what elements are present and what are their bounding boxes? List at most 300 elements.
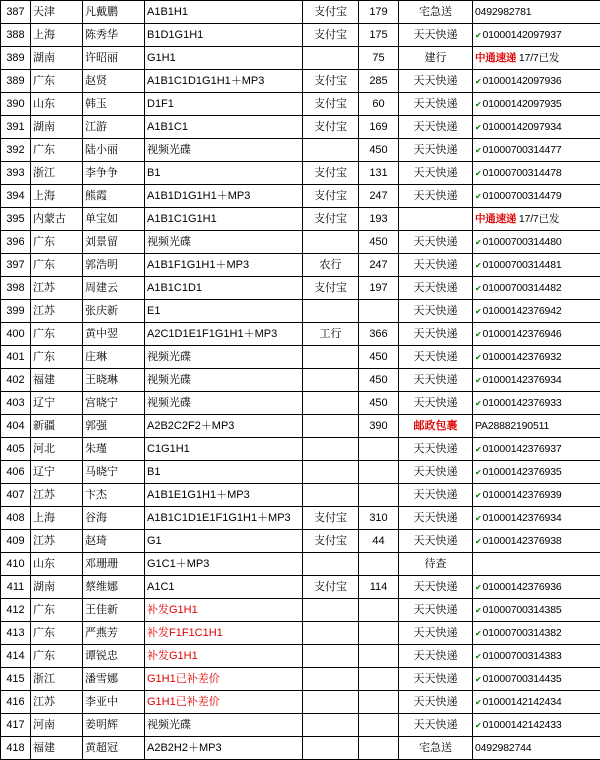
- cell-id[interactable]: 408: [1, 507, 31, 530]
- cell-id[interactable]: 414: [1, 645, 31, 668]
- cell-payment[interactable]: [303, 415, 359, 438]
- cell-id[interactable]: 403: [1, 392, 31, 415]
- cell-item[interactable]: A1B1C1D1E1F1G1H1＋MP3: [145, 507, 303, 530]
- cell-name[interactable]: 陈秀华: [83, 24, 145, 47]
- table-row[interactable]: [1, 691, 600, 714]
- table-row[interactable]: [1, 47, 600, 70]
- cell-province[interactable]: 广东: [31, 622, 83, 645]
- cell-id[interactable]: 397: [1, 254, 31, 277]
- table-row[interactable]: [1, 484, 600, 507]
- cell-tracking[interactable]: [473, 438, 600, 461]
- cell-id[interactable]: 405: [1, 438, 31, 461]
- tracking-number: 01000700314480: [483, 236, 562, 248]
- cell-province[interactable]: 湖南: [31, 47, 83, 70]
- cell-tracking[interactable]: [473, 369, 600, 392]
- cell-province[interactable]: 内蒙古: [31, 208, 83, 231]
- cell-province[interactable]: 江苏: [31, 530, 83, 553]
- table-row[interactable]: [1, 507, 600, 530]
- table-row[interactable]: [1, 116, 600, 139]
- cell-item[interactable]: 视频光碟: [145, 231, 303, 254]
- cell-province[interactable]: 湖南: [31, 576, 83, 599]
- cell-shipping[interactable]: 天天快递: [399, 392, 473, 415]
- cell-province[interactable]: 山东: [31, 553, 83, 576]
- cell-item[interactable]: A1B1C1D1G1H1＋MP3: [145, 70, 303, 93]
- cell-item[interactable]: A1C1: [145, 576, 303, 599]
- cell-item[interactable]: B1: [145, 461, 303, 484]
- cell-tracking[interactable]: [473, 507, 600, 530]
- cell-tracking[interactable]: [473, 93, 600, 116]
- cell-id[interactable]: 409: [1, 530, 31, 553]
- cell-province[interactable]: 福建: [31, 737, 83, 760]
- cell-name[interactable]: 赵琦: [83, 530, 145, 553]
- cell-name[interactable]: 郭强: [83, 415, 145, 438]
- cell-item[interactable]: 视频光碟: [145, 139, 303, 162]
- cell-amount[interactable]: [359, 300, 399, 323]
- cell-item[interactable]: A1B1E1G1H1＋MP3: [145, 484, 303, 507]
- cell-province[interactable]: 浙江: [31, 162, 83, 185]
- cell-id[interactable]: 413: [1, 622, 31, 645]
- cell-payment[interactable]: [303, 645, 359, 668]
- cell-shipping[interactable]: 天天快递: [399, 277, 473, 300]
- cell-amount[interactable]: 75: [359, 47, 399, 70]
- cell-shipping[interactable]: 宅急送: [399, 1, 473, 24]
- cell-payment[interactable]: 农行: [303, 254, 359, 277]
- cell-amount[interactable]: [359, 645, 399, 668]
- cell-id[interactable]: 412: [1, 599, 31, 622]
- cell-province[interactable]: 广东: [31, 346, 83, 369]
- cell-tracking[interactable]: [473, 323, 600, 346]
- cell-item[interactable]: 补发G1H1: [145, 645, 303, 668]
- cell-name[interactable]: 邓珊珊: [83, 553, 145, 576]
- cell-tracking[interactable]: [473, 231, 600, 254]
- cell-shipping[interactable]: 宅急送: [399, 737, 473, 760]
- cell-tracking[interactable]: [473, 415, 600, 438]
- cell-amount[interactable]: 197: [359, 277, 399, 300]
- cell-payment[interactable]: [303, 369, 359, 392]
- cell-tracking[interactable]: [473, 553, 600, 576]
- table-row[interactable]: [1, 277, 600, 300]
- cell-name[interactable]: 刘景留: [83, 231, 145, 254]
- cell-id[interactable]: 387: [1, 1, 31, 24]
- cell-id[interactable]: 404: [1, 415, 31, 438]
- cell-amount[interactable]: 193: [359, 208, 399, 231]
- table-row[interactable]: [1, 24, 600, 47]
- cell-amount[interactable]: 450: [359, 369, 399, 392]
- cell-name[interactable]: 江游: [83, 116, 145, 139]
- cell-payment[interactable]: 支付宝: [303, 162, 359, 185]
- cell-payment[interactable]: [303, 668, 359, 691]
- cell-id[interactable]: 393: [1, 162, 31, 185]
- cell-shipping[interactable]: 天天快递: [399, 139, 473, 162]
- cell-item[interactable]: G1H1: [145, 47, 303, 70]
- cell-id[interactable]: 391: [1, 116, 31, 139]
- cell-province[interactable]: 广东: [31, 70, 83, 93]
- cell-item[interactable]: A2C1D1E1F1G1H1＋MP3: [145, 323, 303, 346]
- cell-payment[interactable]: [303, 714, 359, 737]
- cell-province[interactable]: 河南: [31, 714, 83, 737]
- cell-amount[interactable]: [359, 668, 399, 691]
- cell-shipping[interactable]: 天天快递: [399, 162, 473, 185]
- cell-payment[interactable]: [303, 231, 359, 254]
- table-row[interactable]: [1, 346, 600, 369]
- table-row[interactable]: [1, 668, 600, 691]
- cell-item[interactable]: G1C1＋MP3: [145, 553, 303, 576]
- cell-payment[interactable]: 支付宝: [303, 70, 359, 93]
- cell-amount[interactable]: [359, 553, 399, 576]
- table-row[interactable]: [1, 392, 600, 415]
- cell-shipping[interactable]: 天天快递: [399, 185, 473, 208]
- cell-amount[interactable]: 366: [359, 323, 399, 346]
- cell-payment[interactable]: 支付宝: [303, 24, 359, 47]
- table-row[interactable]: [1, 576, 600, 599]
- cell-amount[interactable]: [359, 484, 399, 507]
- cell-name[interactable]: 卞杰: [83, 484, 145, 507]
- table-row[interactable]: [1, 300, 600, 323]
- cell-item[interactable]: 视频光碟: [145, 369, 303, 392]
- cell-province[interactable]: 天津: [31, 1, 83, 24]
- cell-amount[interactable]: 114: [359, 576, 399, 599]
- table-row[interactable]: [1, 1, 600, 24]
- cell-province[interactable]: 江苏: [31, 277, 83, 300]
- cell-tracking[interactable]: [473, 162, 600, 185]
- cell-name[interactable]: 熊霞: [83, 185, 145, 208]
- cell-payment[interactable]: 支付宝: [303, 530, 359, 553]
- cell-item[interactable]: A2B2H2＋MP3: [145, 737, 303, 760]
- table-row[interactable]: [1, 714, 600, 737]
- cell-item[interactable]: G1: [145, 530, 303, 553]
- cell-name[interactable]: 张庆新: [83, 300, 145, 323]
- cell-name[interactable]: 王佳新: [83, 599, 145, 622]
- cell-item[interactable]: 视频光碟: [145, 346, 303, 369]
- cell-id[interactable]: 415: [1, 668, 31, 691]
- cell-payment[interactable]: [303, 346, 359, 369]
- cell-shipping[interactable]: 邮政包裹: [399, 415, 473, 438]
- cell-item[interactable]: 视频光碟: [145, 714, 303, 737]
- cell-shipping[interactable]: 天天快递: [399, 599, 473, 622]
- cell-tracking[interactable]: [473, 139, 600, 162]
- cell-province[interactable]: 辽宁: [31, 461, 83, 484]
- cell-id[interactable]: 388: [1, 24, 31, 47]
- cell-name[interactable]: 李亚中: [83, 691, 145, 714]
- cell-shipping[interactable]: 天天快递: [399, 714, 473, 737]
- cell-name[interactable]: 朱瑾: [83, 438, 145, 461]
- cell-province[interactable]: 广东: [31, 645, 83, 668]
- cell-shipping[interactable]: 天天快递: [399, 93, 473, 116]
- cell-item[interactable]: B1: [145, 162, 303, 185]
- cell-tracking[interactable]: [473, 668, 600, 691]
- cell-amount[interactable]: 450: [359, 346, 399, 369]
- cell-name[interactable]: 严燕芳: [83, 622, 145, 645]
- cell-province[interactable]: 新疆: [31, 415, 83, 438]
- cell-amount[interactable]: 247: [359, 254, 399, 277]
- cell-name[interactable]: 凡戴鹏: [83, 1, 145, 24]
- table-row[interactable]: [1, 737, 600, 760]
- cell-province[interactable]: 上海: [31, 185, 83, 208]
- cell-name[interactable]: 马晓宁: [83, 461, 145, 484]
- cell-tracking[interactable]: [473, 645, 600, 668]
- cell-payment[interactable]: [303, 553, 359, 576]
- cell-id[interactable]: 401: [1, 346, 31, 369]
- cell-amount[interactable]: 450: [359, 392, 399, 415]
- cell-province[interactable]: 河北: [31, 438, 83, 461]
- cell-shipping[interactable]: 天天快递: [399, 346, 473, 369]
- cell-shipping[interactable]: 待查: [399, 553, 473, 576]
- cell-name[interactable]: 周建云: [83, 277, 145, 300]
- cell-item[interactable]: A1B1C1D1: [145, 277, 303, 300]
- cell-payment[interactable]: [303, 139, 359, 162]
- cell-name[interactable]: 赵贤: [83, 70, 145, 93]
- cell-amount[interactable]: [359, 737, 399, 760]
- cell-tracking[interactable]: [473, 691, 600, 714]
- cell-shipping[interactable]: 天天快递: [399, 668, 473, 691]
- cell-name[interactable]: 庄琳: [83, 346, 145, 369]
- cell-tracking[interactable]: [473, 254, 600, 277]
- cell-name[interactable]: 谭锐忠: [83, 645, 145, 668]
- cell-tracking[interactable]: [473, 461, 600, 484]
- table-row[interactable]: [1, 645, 600, 668]
- cell-item[interactable]: C1G1H1: [145, 438, 303, 461]
- cell-province[interactable]: 广东: [31, 323, 83, 346]
- cell-province[interactable]: 广东: [31, 599, 83, 622]
- cell-shipping[interactable]: 天天快递: [399, 507, 473, 530]
- cell-name[interactable]: 潘雪娜: [83, 668, 145, 691]
- cell-shipping[interactable]: 天天快递: [399, 576, 473, 599]
- cell-shipping[interactable]: 天天快递: [399, 438, 473, 461]
- cell-item[interactable]: D1F1: [145, 93, 303, 116]
- cell-shipping[interactable]: 天天快递: [399, 369, 473, 392]
- cell-payment[interactable]: [303, 438, 359, 461]
- cell-tracking[interactable]: [473, 116, 600, 139]
- cell-tracking[interactable]: [473, 1, 600, 24]
- cell-province[interactable]: 江苏: [31, 300, 83, 323]
- cell-province[interactable]: 山东: [31, 93, 83, 116]
- table-row[interactable]: [1, 93, 600, 116]
- cell-name[interactable]: 蔡维娜: [83, 576, 145, 599]
- cell-tracking[interactable]: [473, 47, 600, 70]
- cell-item[interactable]: G1H1已补差价: [145, 691, 303, 714]
- cell-name[interactable]: 郭浩明: [83, 254, 145, 277]
- cell-id[interactable]: 417: [1, 714, 31, 737]
- cell-amount[interactable]: [359, 599, 399, 622]
- cell-id[interactable]: 411: [1, 576, 31, 599]
- cell-name[interactable]: 韩玉: [83, 93, 145, 116]
- cell-amount[interactable]: [359, 622, 399, 645]
- cell-name[interactable]: 陆小丽: [83, 139, 145, 162]
- cell-item[interactable]: B1D1G1H1: [145, 24, 303, 47]
- cell-amount[interactable]: 450: [359, 139, 399, 162]
- cell-amount[interactable]: 285: [359, 70, 399, 93]
- cell-shipping[interactable]: 天天快递: [399, 645, 473, 668]
- cell-province[interactable]: 江苏: [31, 484, 83, 507]
- cell-province[interactable]: 上海: [31, 24, 83, 47]
- table-row[interactable]: [1, 369, 600, 392]
- cell-payment[interactable]: 支付宝: [303, 185, 359, 208]
- cell-shipping[interactable]: 天天快递: [399, 484, 473, 507]
- cell-amount[interactable]: 310: [359, 507, 399, 530]
- cell-tracking[interactable]: [473, 484, 600, 507]
- cell-amount[interactable]: 131: [359, 162, 399, 185]
- cell-amount[interactable]: 60: [359, 93, 399, 116]
- cell-id[interactable]: 400: [1, 323, 31, 346]
- cell-shipping[interactable]: 天天快递: [399, 300, 473, 323]
- cell-payment[interactable]: 支付宝: [303, 507, 359, 530]
- cell-amount[interactable]: 247: [359, 185, 399, 208]
- cell-shipping[interactable]: 天天快递: [399, 70, 473, 93]
- table-row[interactable]: [1, 599, 600, 622]
- cell-shipping[interactable]: 天天快递: [399, 254, 473, 277]
- cell-tracking[interactable]: [473, 277, 600, 300]
- cell-amount[interactable]: [359, 438, 399, 461]
- cell-name[interactable]: 黄超冠: [83, 737, 145, 760]
- cell-payment[interactable]: [303, 461, 359, 484]
- cell-id[interactable]: 390: [1, 93, 31, 116]
- cell-id[interactable]: 398: [1, 277, 31, 300]
- cell-tracking[interactable]: [473, 70, 600, 93]
- cell-item[interactable]: 补发F1F1C1H1: [145, 622, 303, 645]
- cell-tracking[interactable]: [473, 300, 600, 323]
- tracking-number: 01000142376942: [483, 305, 562, 317]
- cell-item[interactable]: A1B1F1G1H1＋MP3: [145, 254, 303, 277]
- cell-id[interactable]: 399: [1, 300, 31, 323]
- cell-id[interactable]: 392: [1, 139, 31, 162]
- cell-name[interactable]: 李争争: [83, 162, 145, 185]
- cell-payment[interactable]: [303, 300, 359, 323]
- cell-name[interactable]: 宫晓宁: [83, 392, 145, 415]
- cell-province[interactable]: 广东: [31, 139, 83, 162]
- cell-id[interactable]: 416: [1, 691, 31, 714]
- cell-province[interactable]: 辽宁: [31, 392, 83, 415]
- cell-amount[interactable]: 175: [359, 24, 399, 47]
- table-row[interactable]: [1, 415, 600, 438]
- table-row[interactable]: [1, 254, 600, 277]
- cell-shipping[interactable]: 建行: [399, 47, 473, 70]
- cell-name[interactable]: 单宝如: [83, 208, 145, 231]
- cell-tracking[interactable]: [473, 737, 600, 760]
- cell-payment[interactable]: 支付宝: [303, 208, 359, 231]
- cell-name[interactable]: 姜明辉: [83, 714, 145, 737]
- cell-payment[interactable]: [303, 599, 359, 622]
- cell-amount[interactable]: [359, 691, 399, 714]
- table-row[interactable]: [1, 438, 600, 461]
- cell-tracking[interactable]: [473, 24, 600, 47]
- cell-amount[interactable]: [359, 461, 399, 484]
- cell-name[interactable]: 谷海: [83, 507, 145, 530]
- cell-shipping[interactable]: [399, 208, 473, 231]
- cell-shipping[interactable]: 天天快递: [399, 24, 473, 47]
- cell-tracking[interactable]: [473, 599, 600, 622]
- cell-payment[interactable]: 支付宝: [303, 116, 359, 139]
- verified-tick-icon: ✔: [475, 491, 482, 500]
- table-row[interactable]: [1, 185, 600, 208]
- cell-id[interactable]: 402: [1, 369, 31, 392]
- cell-payment[interactable]: 支付宝: [303, 277, 359, 300]
- cell-payment[interactable]: [303, 392, 359, 415]
- cell-province[interactable]: 浙江: [31, 668, 83, 691]
- cell-shipping[interactable]: 天天快递: [399, 622, 473, 645]
- cell-item[interactable]: A1B1C1G1H1: [145, 208, 303, 231]
- cell-amount[interactable]: 450: [359, 231, 399, 254]
- table-row[interactable]: [1, 162, 600, 185]
- cell-name[interactable]: 王晓琳: [83, 369, 145, 392]
- cell-amount[interactable]: 390: [359, 415, 399, 438]
- cell-payment[interactable]: [303, 691, 359, 714]
- cell-payment[interactable]: [303, 47, 359, 70]
- cell-tracking[interactable]: [473, 208, 600, 231]
- cell-payment[interactable]: [303, 622, 359, 645]
- cell-amount[interactable]: 169: [359, 116, 399, 139]
- table-row[interactable]: [1, 139, 600, 162]
- cell-tracking[interactable]: [473, 576, 600, 599]
- cell-shipping[interactable]: 天天快递: [399, 461, 473, 484]
- table-row[interactable]: [1, 553, 600, 576]
- cell-id[interactable]: 406: [1, 461, 31, 484]
- cell-item[interactable]: 视频光碟: [145, 392, 303, 415]
- cell-province[interactable]: 上海: [31, 507, 83, 530]
- cell-shipping[interactable]: 天天快递: [399, 323, 473, 346]
- table-row[interactable]: [1, 231, 600, 254]
- cell-shipping[interactable]: 天天快递: [399, 691, 473, 714]
- cell-id[interactable]: 410: [1, 553, 31, 576]
- cell-item[interactable]: A1B1C1: [145, 116, 303, 139]
- cell-item[interactable]: G1H1已补差价: [145, 668, 303, 691]
- cell-payment[interactable]: 工行: [303, 323, 359, 346]
- cell-province[interactable]: 广东: [31, 254, 83, 277]
- cell-item[interactable]: E1: [145, 300, 303, 323]
- cell-id[interactable]: 396: [1, 231, 31, 254]
- cell-item[interactable]: 补发G1H1: [145, 599, 303, 622]
- cell-province[interactable]: 江苏: [31, 691, 83, 714]
- cell-amount[interactable]: 179: [359, 1, 399, 24]
- cell-shipping[interactable]: 天天快递: [399, 231, 473, 254]
- cell-id[interactable]: 407: [1, 484, 31, 507]
- table-row[interactable]: [1, 208, 600, 231]
- cell-name[interactable]: 黄中翌: [83, 323, 145, 346]
- cell-tracking[interactable]: [473, 622, 600, 645]
- cell-amount[interactable]: 44: [359, 530, 399, 553]
- cell-province[interactable]: 福建: [31, 369, 83, 392]
- cell-tracking[interactable]: [473, 714, 600, 737]
- cell-id[interactable]: 394: [1, 185, 31, 208]
- table-row[interactable]: [1, 530, 600, 553]
- cell-province[interactable]: 湖南: [31, 116, 83, 139]
- cell-payment[interactable]: 支付宝: [303, 1, 359, 24]
- table-row[interactable]: [1, 323, 600, 346]
- cell-tracking[interactable]: [473, 392, 600, 415]
- cell-payment[interactable]: [303, 484, 359, 507]
- cell-shipping[interactable]: 天天快递: [399, 530, 473, 553]
- cell-id[interactable]: 389: [1, 47, 31, 70]
- table-row[interactable]: [1, 461, 600, 484]
- table-row[interactable]: [1, 622, 600, 645]
- cell-item[interactable]: A1B1H1: [145, 1, 303, 24]
- cell-payment[interactable]: [303, 737, 359, 760]
- cell-id[interactable]: 395: [1, 208, 31, 231]
- cell-tracking[interactable]: [473, 530, 600, 553]
- cell-id[interactable]: 389: [1, 70, 31, 93]
- cell-item[interactable]: A2B2C2F2＋MP3: [145, 415, 303, 438]
- cell-item[interactable]: A1B1D1G1H1＋MP3: [145, 185, 303, 208]
- cell-shipping[interactable]: 天天快递: [399, 116, 473, 139]
- cell-amount[interactable]: [359, 714, 399, 737]
- table-row[interactable]: [1, 70, 600, 93]
- cell-name[interactable]: 许昭丽: [83, 47, 145, 70]
- cell-tracking[interactable]: [473, 346, 600, 369]
- cell-tracking[interactable]: [473, 185, 600, 208]
- cell-id[interactable]: 418: [1, 737, 31, 760]
- cell-payment[interactable]: 支付宝: [303, 576, 359, 599]
- cell-payment[interactable]: 支付宝: [303, 93, 359, 116]
- cell-province[interactable]: 广东: [31, 231, 83, 254]
